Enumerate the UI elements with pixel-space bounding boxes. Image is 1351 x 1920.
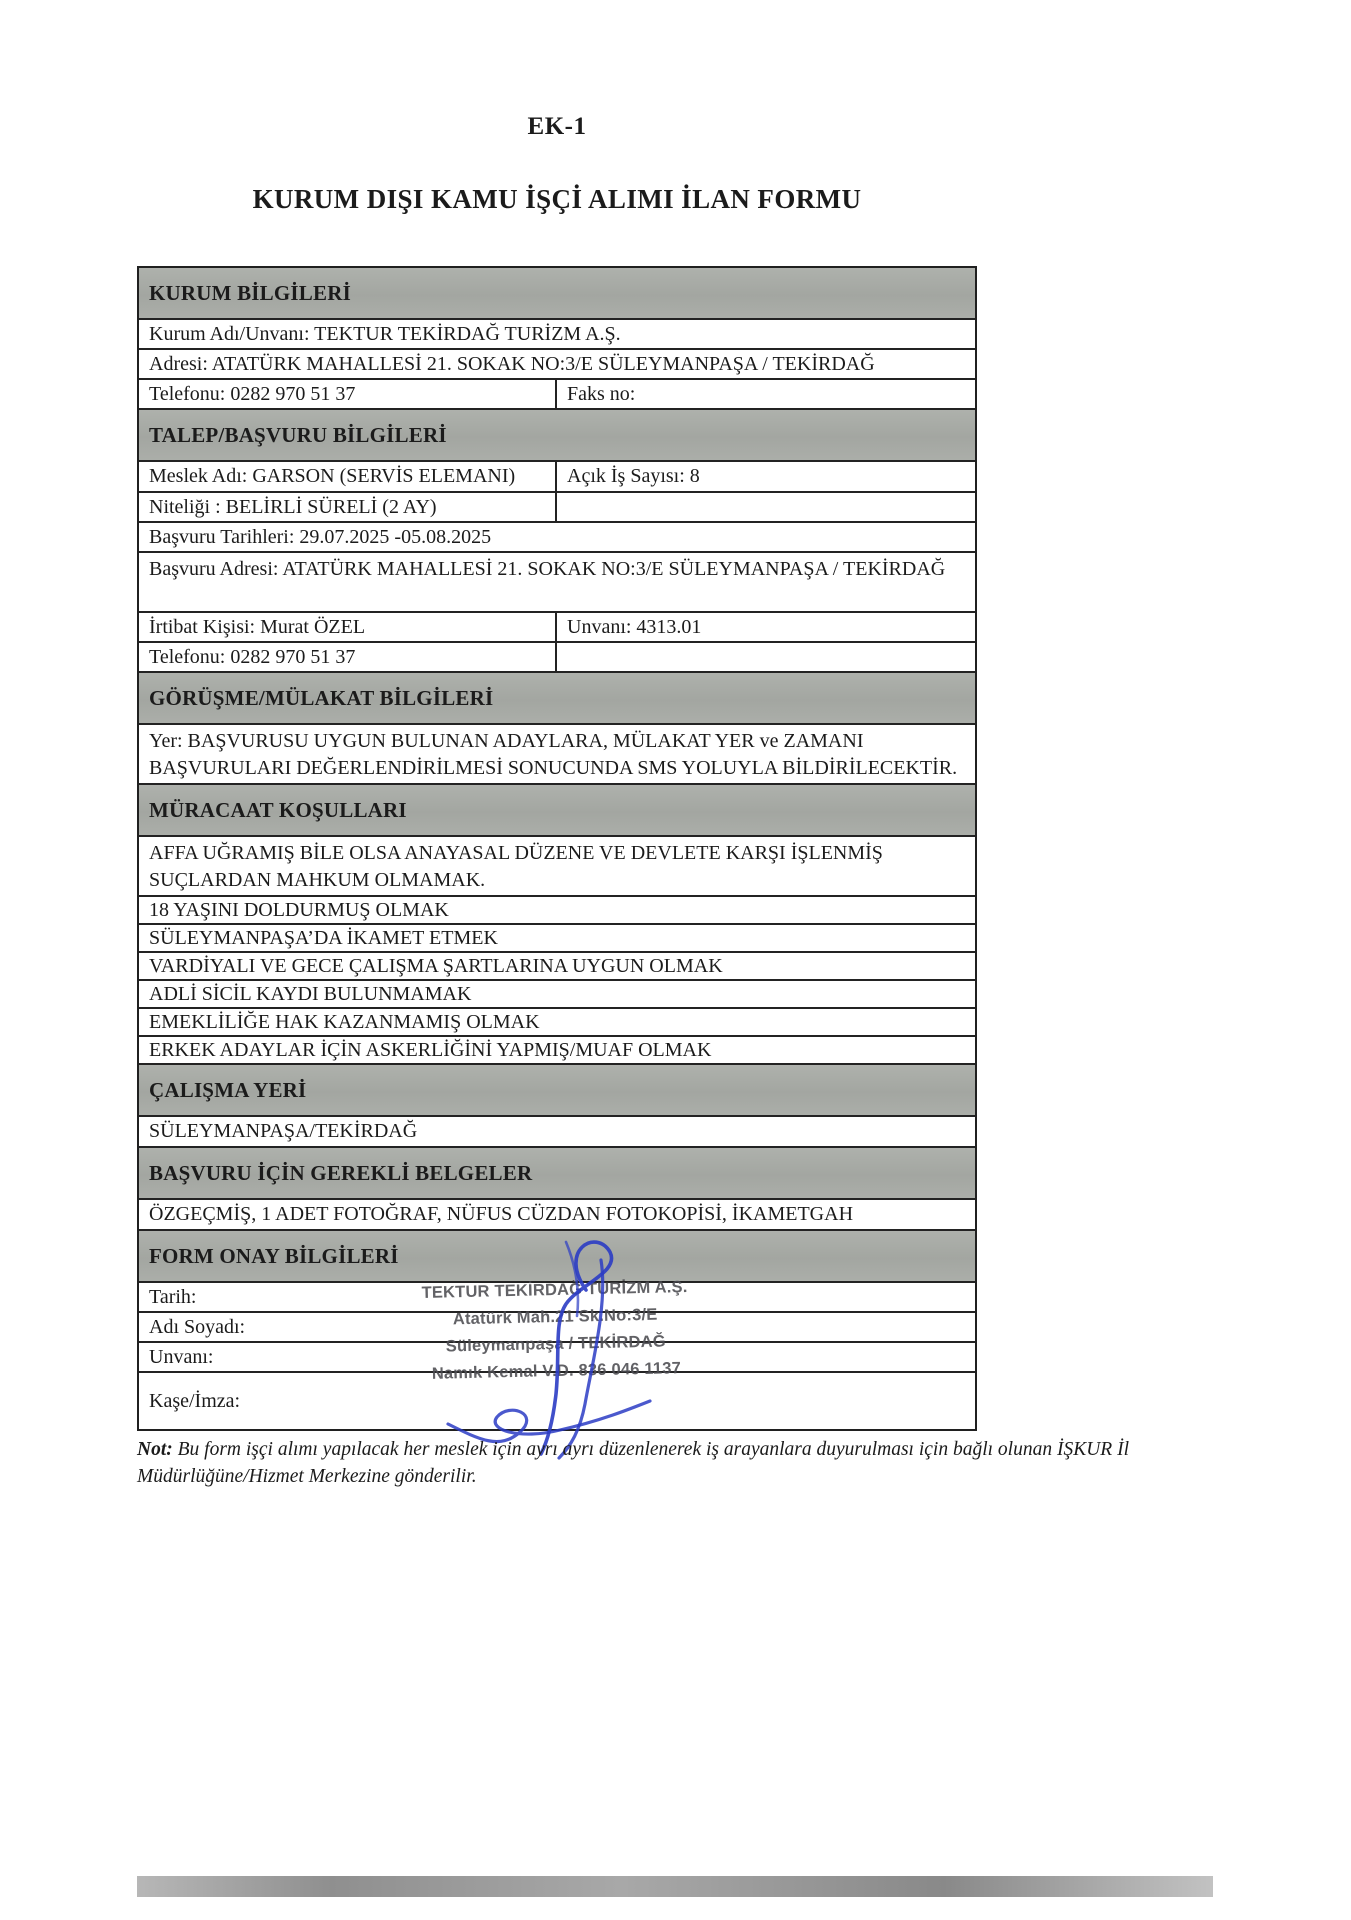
row-telefon-faks xyxy=(139,380,975,410)
field-text: İrtibat Kişisi: Murat ÖZEL xyxy=(149,615,366,638)
field-text: Unvanı: 4313.01 xyxy=(567,615,702,638)
stamp-line: Namık Kemal V.D. 836 046 1137 xyxy=(431,1359,682,1383)
section-header-label: TALEP/BAŞVURU BİLGİLERİ xyxy=(149,422,447,447)
field-text: Başvuru Adresi: ATATÜRK MAHALLESİ 21. SOKAK NO:3/E SÜLEYMANPAŞA / TEKİRDAĞ xyxy=(149,558,946,580)
field-text: Telefonu: 0282 970 51 37 xyxy=(149,645,356,668)
footer-note xyxy=(137,1436,1197,1490)
footer-note-label: Not: xyxy=(137,1439,173,1460)
field-text: VARDİYALI VE GECE ÇALIŞMA ŞARTLARINA UYGUN OLMAK xyxy=(149,954,723,977)
field-text: Yer: BAŞVURUSU UYGUN BULUNAN ADAYLARA, MÜLAKAT YER ve ZAMANI BAŞVURULARI DEĞERLENDİRİLMESİ SONUCUNDA SMS YOLUYLA BİLDİRİLECEKTİR. xyxy=(149,730,958,779)
row-kosul-affa xyxy=(139,837,975,897)
field-text: SÜLEYMANPAŞA’DA İKAMET ETMEK xyxy=(149,926,498,949)
row-irtibat-unvan xyxy=(139,613,975,643)
row-kurum-adi xyxy=(139,320,975,350)
row-tarih xyxy=(139,1283,975,1313)
row-onay-unvani xyxy=(139,1343,975,1373)
stamp-line: Atatürk Mah.21 Sk.No:3/E xyxy=(452,1305,658,1329)
section-header-muracaat-kosullari xyxy=(139,785,975,837)
field-text: Faks no: xyxy=(567,382,636,405)
row-kosul-askerlik xyxy=(139,1037,975,1065)
row-mulakat-yeri xyxy=(139,725,975,785)
field-text: EMEKLİLİĞE HAK KAZANMAMIŞ OLMAK xyxy=(149,1010,540,1033)
row-meslek-adi xyxy=(139,462,975,493)
cell-empty xyxy=(557,493,975,521)
section-header-talep-basvuru xyxy=(139,410,975,462)
doc-code: EK-1 xyxy=(527,113,587,140)
row-kosul-ikamet xyxy=(139,925,975,953)
field-text: AFFA UĞRAMIŞ BİLE OLSA ANAYASAL DÜZENE VE DEVLETE KARŞI İŞLENMİŞ SUÇLARDAN MAHKUM OLMAMAK. xyxy=(149,842,883,891)
section-header-label: KURUM BİLGİLERİ xyxy=(149,280,351,305)
field-text: Telefonu: 0282 970 51 37 xyxy=(149,382,356,405)
form-title: KURUM DIŞI KAMU İŞÇİ ALIMI İLAN FORMU xyxy=(252,184,862,214)
section-header-kurum-bilgileri xyxy=(139,268,975,320)
field-text: Unvanı: xyxy=(149,1345,214,1368)
cell-unvani xyxy=(557,613,975,641)
cell-acik-is-sayisi xyxy=(557,462,975,491)
row-kosul-adli-sicil xyxy=(139,981,975,1009)
field-text: ADLİ SİCİL KAYDI BULUNMAMAK xyxy=(149,982,472,1005)
field-text: 18 YAŞINI DOLDURMUŞ OLMAK xyxy=(149,898,449,921)
cell-telefonu xyxy=(139,380,557,408)
stamp-line: TEKTUR TEKİRDAĞ TURİZM A.Ş. xyxy=(421,1277,688,1303)
section-header-label: FORM ONAY BİLGİLERİ xyxy=(149,1243,399,1268)
section-header-gorusme-mulakat xyxy=(139,673,975,725)
cell-empty xyxy=(557,643,975,671)
row-niteligi xyxy=(139,493,975,523)
row-talep-telefonu xyxy=(139,643,975,673)
field-text: Adresi: ATATÜRK MAHALLESİ 21. SOKAK NO:3/E SÜLEYMANPAŞA / TEKİRDAĞ xyxy=(149,352,875,375)
section-header-label: MÜRACAAT KOŞULLARI xyxy=(149,797,407,822)
field-text: Kaşe/İmza: xyxy=(149,1389,241,1412)
row-gerekli-belgeler xyxy=(139,1200,975,1231)
row-kase-imza xyxy=(139,1373,975,1429)
cell-telefonu xyxy=(139,643,557,671)
footer-note-text: Bu form işçi alımı yapılacak her meslek için ayrı ayrı düzenlenerek iş arayanlara duyurulması için bağlı olunan İŞKUR İl Müdürlüğüne/Hizmet Merkezine gönderilir. xyxy=(137,1439,1130,1487)
field-text: Meslek Adı: GARSON (SERVİS ELEMANI) xyxy=(149,465,516,487)
field-text: ERKEK ADAYLAR İÇİN ASKERLİĞİNİ YAPMIŞ/MUAF OLMAK xyxy=(149,1038,712,1061)
field-text: Adı Soyadı: xyxy=(149,1315,246,1338)
field-text: ÖZGEÇMİŞ, 1 ADET FOTOĞRAF, NÜFUS CÜZDAN FOTOKOPİSİ, İKAMETGAH xyxy=(149,1203,854,1225)
section-header-form-onay xyxy=(139,1231,975,1283)
cell-faks xyxy=(557,380,975,408)
row-kosul-emeklilik xyxy=(139,1009,975,1037)
row-kosul-yas xyxy=(139,897,975,925)
row-kosul-vardiya xyxy=(139,953,975,981)
scan-artifact-bar xyxy=(137,1876,1213,1897)
section-header-calisma-yeri xyxy=(139,1065,975,1117)
stamp-line: Süleymanpaşa / TEKİRDAĞ xyxy=(445,1332,667,1356)
field-text: Niteliği : BELİRLİ SÜRELİ (2 AY) xyxy=(149,495,437,518)
row-kurum-adresi xyxy=(139,350,975,380)
section-header-label: ÇALIŞMA YERİ xyxy=(149,1077,307,1102)
row-basvuru-tarihleri xyxy=(139,523,975,553)
row-calisma-yeri xyxy=(139,1117,975,1148)
form-table xyxy=(137,266,977,1431)
field-text: SÜLEYMANPAŞA/TEKİRDAĞ xyxy=(149,1120,418,1142)
section-header-gerekli-belgeler xyxy=(139,1148,975,1200)
cell-irtibat-kisisi xyxy=(139,613,557,641)
row-basvuru-adresi xyxy=(139,553,975,613)
field-text: Başvuru Tarihleri: 29.07.2025 -05.08.2025 xyxy=(149,525,492,548)
cell-niteligi xyxy=(139,493,557,521)
field-text: Kurum Adı/Unvanı: TEKTUR TEKİRDAĞ TURİZM A.Ş. xyxy=(149,322,621,345)
field-text: Açık İş Sayısı: 8 xyxy=(567,465,700,487)
section-header-label: GÖRÜŞME/MÜLAKAT BİLGİLERİ xyxy=(149,685,494,710)
cell-meslek xyxy=(139,462,557,491)
field-text: Tarih: xyxy=(149,1285,197,1308)
row-adi-soyadi xyxy=(139,1313,975,1343)
section-header-label: BAŞVURU İÇİN GEREKLİ BELGELER xyxy=(149,1160,533,1185)
